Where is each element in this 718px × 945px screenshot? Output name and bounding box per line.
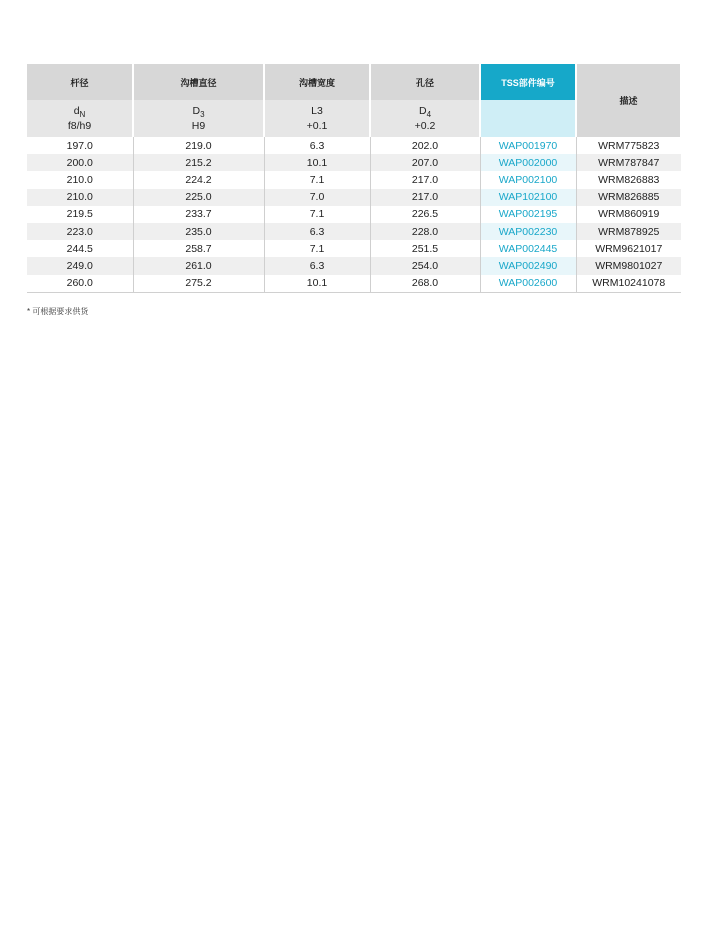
cell-groove-diameter: 225.0: [133, 189, 264, 206]
cell-bore-diameter: 202.0: [370, 137, 480, 154]
cell-rod-diameter: 210.0: [27, 189, 133, 206]
header-rod-diameter: 杆径: [27, 64, 133, 100]
subheader-l3-tolerance: +0.1: [306, 119, 328, 132]
cell-tss-part-link[interactable]: WAP102100: [480, 189, 576, 206]
cell-description: WRM9801027: [576, 257, 681, 274]
cell-tss-part-link[interactable]: WAP002490: [480, 257, 576, 274]
table-row: [27, 223, 681, 240]
product-table: [27, 64, 682, 293]
cell-bore-diameter: 254.0: [370, 257, 480, 274]
cell-tss-part-link[interactable]: WAP002000: [480, 154, 576, 171]
cell-groove-width: 7.1: [264, 206, 370, 223]
cell-bore-diameter: 226.5: [370, 206, 480, 223]
cell-bore-diameter: 217.0: [370, 171, 480, 188]
cell-bore-diameter: 207.0: [370, 154, 480, 171]
table-row: [27, 171, 681, 188]
header-tss-part-number: TSS部件编号: [480, 64, 576, 100]
table-body: [27, 137, 681, 292]
product-table-container: [27, 64, 681, 293]
subheader-l3: [264, 100, 370, 137]
table-row: [27, 206, 681, 223]
subheader-dn-symbol: d: [73, 104, 80, 117]
cell-description: WRM878925: [576, 223, 681, 240]
table-row: [27, 137, 681, 154]
cell-tss-part-link[interactable]: WAP002230: [480, 223, 576, 240]
subheader-d3: [133, 100, 264, 137]
subheader-l3-symbol: L3: [311, 104, 323, 117]
cell-tss-part-link[interactable]: WAP001970: [480, 137, 576, 154]
subheader-d3-symbol: D: [192, 104, 201, 117]
subheader-d4-symbol: D: [418, 104, 427, 117]
cell-description: WRM826885: [576, 189, 681, 206]
table-row: [27, 275, 681, 293]
cell-groove-diameter: 215.2: [133, 154, 264, 171]
cell-tss-part-link[interactable]: WAP002195: [480, 206, 576, 223]
cell-groove-width: 7.1: [264, 240, 370, 257]
subheader-d4-subscript: 4: [426, 109, 432, 119]
cell-description: WRM9621017: [576, 240, 681, 257]
table-row: [27, 154, 681, 171]
cell-groove-diameter: 258.7: [133, 240, 264, 257]
cell-groove-diameter: 219.0: [133, 137, 264, 154]
cell-rod-diameter: 223.0: [27, 223, 133, 240]
cell-groove-width: 6.3: [264, 257, 370, 274]
cell-tss-part-link[interactable]: WAP002100: [480, 171, 576, 188]
subheader-d4: [370, 100, 480, 137]
cell-bore-diameter: 268.0: [370, 275, 480, 293]
cell-rod-diameter: 200.0: [27, 154, 133, 171]
header-groove-diameter: 沟槽直径: [133, 64, 264, 100]
cell-tss-part-link[interactable]: WAP002600: [480, 275, 576, 293]
footnote: * 可根据要求供货: [27, 307, 89, 316]
cell-rod-diameter: 197.0: [27, 137, 133, 154]
cell-rod-diameter: 210.0: [27, 171, 133, 188]
subheader-tss-blank: [480, 100, 576, 137]
cell-description: WRM860919: [576, 206, 681, 223]
cell-tss-part-link[interactable]: WAP002445: [480, 240, 576, 257]
cell-groove-width: 6.3: [264, 137, 370, 154]
subheader-d4-tolerance: +0.2: [414, 119, 436, 132]
cell-groove-diameter: 233.7: [133, 206, 264, 223]
cell-groove-diameter: 235.0: [133, 223, 264, 240]
subheader-d3-subscript: 3: [200, 109, 205, 119]
cell-groove-width: 10.1: [264, 275, 370, 293]
cell-groove-width: 6.3: [264, 223, 370, 240]
cell-bore-diameter: 217.0: [370, 189, 480, 206]
subheader-dn: [27, 100, 133, 137]
cell-rod-diameter: 244.5: [27, 240, 133, 257]
table-row: [27, 240, 681, 257]
cell-description: WRM787847: [576, 154, 681, 171]
cell-groove-diameter: 224.2: [133, 171, 264, 188]
subheader-dn-tolerance: f8/h9: [67, 119, 92, 132]
cell-bore-diameter: 251.5: [370, 240, 480, 257]
cell-rod-diameter: 219.5: [27, 206, 133, 223]
cell-groove-diameter: 261.0: [133, 257, 264, 274]
cell-description: WRM775823: [576, 137, 681, 154]
cell-description: WRM10241078: [576, 275, 681, 293]
subheader-d3-tolerance: H9: [191, 119, 206, 132]
cell-bore-diameter: 228.0: [370, 223, 480, 240]
cell-rod-diameter: 260.0: [27, 275, 133, 293]
cell-groove-width: 7.0: [264, 189, 370, 206]
cell-rod-diameter: 249.0: [27, 257, 133, 274]
cell-groove-width: 7.1: [264, 171, 370, 188]
header-groove-width: 沟槽宽度: [264, 64, 370, 100]
cell-groove-width: 10.1: [264, 154, 370, 171]
cell-description: WRM826883: [576, 171, 681, 188]
cell-groove-diameter: 275.2: [133, 275, 264, 293]
header-bore-diameter: 孔径: [370, 64, 480, 100]
table-row: [27, 189, 681, 206]
header-description: 描述: [576, 64, 681, 137]
table-row: [27, 257, 681, 274]
subheader-dn-subscript: N: [79, 109, 86, 119]
